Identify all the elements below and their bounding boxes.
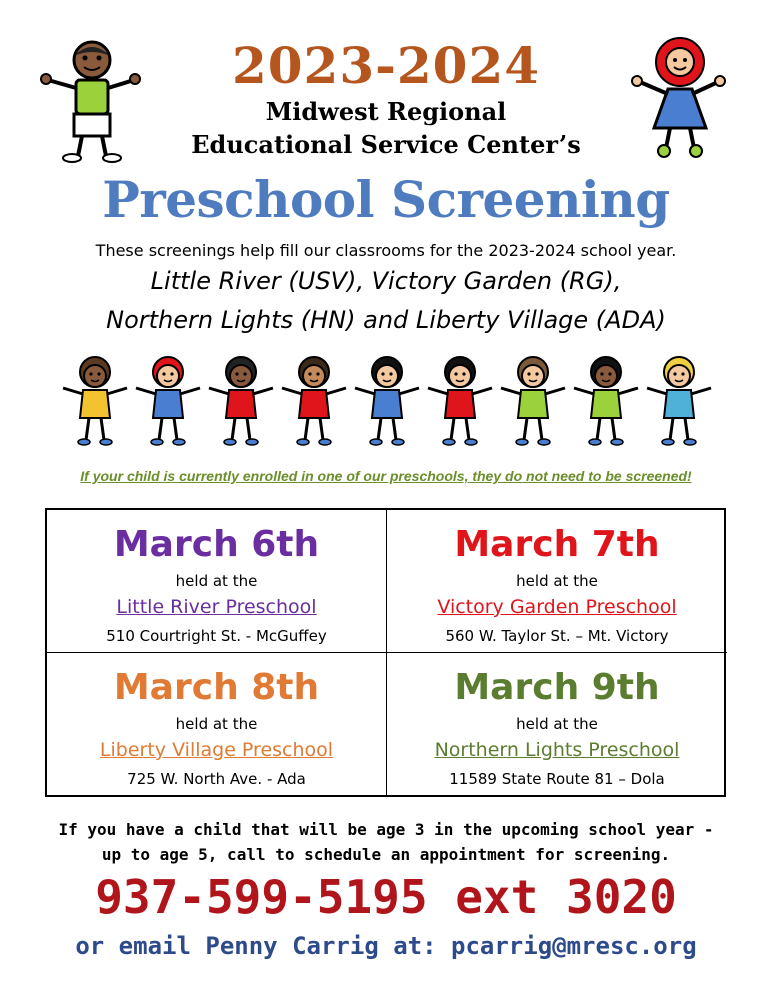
session-date: March 6th [113, 524, 320, 565]
child-figure-icon [647, 357, 711, 445]
organization-line-1: Midwest Regional [265, 97, 507, 126]
child-figure-icon [282, 357, 346, 445]
school-name: Liberty Village Preschool [99, 739, 334, 761]
intro-text: These screenings help fill our classrooms for the 2023-2024 school year. [95, 241, 677, 260]
schedule-grid [45, 508, 726, 797]
schedule-cell [47, 653, 387, 796]
year-heading: 2023-2024 [231, 36, 541, 95]
child-figure-icon [501, 357, 565, 445]
session-date: March 8th [113, 667, 320, 708]
child-figure-icon [574, 357, 638, 445]
organization-line-2: Educational Service Center’s [191, 130, 581, 159]
held-at-label: held at the [175, 572, 258, 590]
child-figure-icon [355, 357, 419, 445]
child-figure-icon [63, 357, 127, 445]
locations-line-1: Little River (USV), Victory Garden (RG), [150, 267, 622, 295]
child-figure-icon [136, 357, 200, 445]
phone-number[interactable]: 937-599-5195 ext 3020 [95, 870, 677, 924]
child-figure-icon [428, 357, 492, 445]
eligibility-text-2: up to age 5, call to schedule an appointment for screening. [101, 845, 671, 864]
session-date: March 7th [454, 524, 660, 565]
school-name: Little River Preschool [116, 596, 317, 618]
enrollment-notice: If your child is currently enrolled in one of our preschools, they do not need to be screened! [80, 468, 692, 484]
locations-line-2: Northern Lights (HN) and Liberty Village (ADA) [106, 306, 666, 334]
email-contact[interactable]: or email Penny Carrig at: pcarrig@mresc.org [75, 932, 697, 960]
eligibility-text-1: If you have a child that will be age 3 in the upcoming school year - [58, 820, 714, 839]
school-address: 510 Courtright St. - McGuffey [106, 627, 327, 645]
page-title: Preschool Screening [102, 170, 670, 229]
school-address: 560 W. Taylor St. – Mt. Victory [445, 627, 669, 645]
children-row-illustration [55, 352, 720, 452]
school-name: Northern Lights Preschool [434, 739, 680, 761]
school-address: 11589 State Route 81 – Dola [449, 770, 665, 788]
held-at-label: held at the [175, 715, 258, 733]
held-at-label: held at the [516, 715, 598, 733]
schedule-cell [47, 510, 387, 653]
session-date: March 9th [454, 667, 660, 708]
held-at-label: held at the [516, 572, 598, 590]
child-figure-icon [209, 357, 273, 445]
school-name: Victory Garden Preschool [437, 596, 677, 618]
school-address: 725 W. North Ave. - Ada [127, 770, 306, 788]
schedule-cell [387, 510, 727, 653]
schedule-cell [387, 653, 727, 796]
